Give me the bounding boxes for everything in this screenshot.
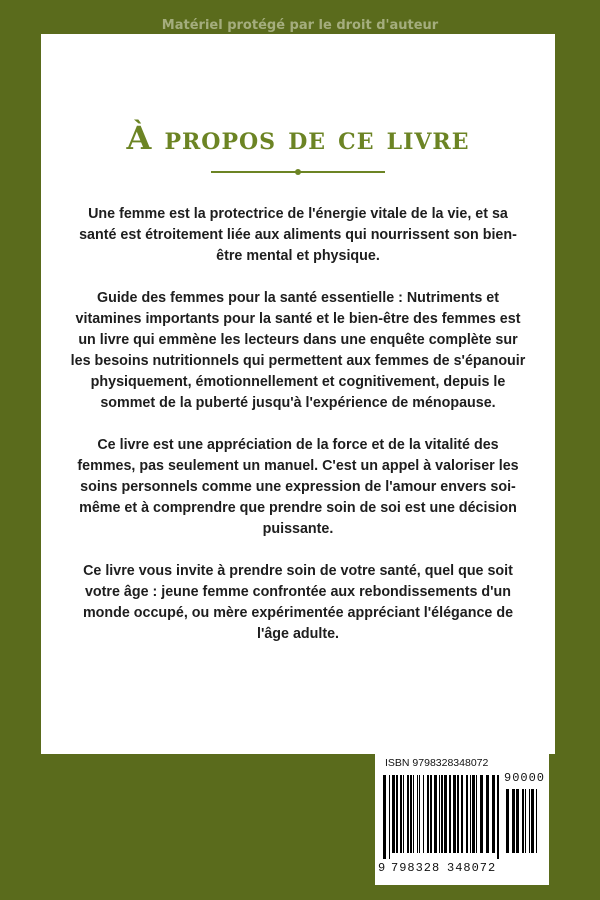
addon-barcode-bars [506,789,540,859]
description-body [69,204,527,666]
barcode-right-digits: 348072 [447,861,497,875]
page-title: À propos de ce livre [126,119,470,157]
barcode-first-digit: 9 [378,861,386,875]
isbn-label: ISBN 9798328348072 [385,757,489,769]
description-paragraph-2: Guide des femmes pour la santé essentielle : Nutriments et vitamines importants pour la santé et le bien-être des femmes est un livre qui emmène les lecteurs dans une enquête complète sur les besoins nutritionnels qui permettent aux femmes de s'épanouir physiquement, émotionnellement et cognitivement, depuis le sommet de la puberté jusqu'à l'expérience de ménopause. [70,290,526,411]
price-addon-digits: 90000 [504,771,546,785]
description-paragraph-4: Ce livre vous invite à prendre soin de votre santé, quel que soit votre âge : jeune femme confrontée aux rebondissements d'un monde occupé, ou mère expérimentée appréciant l'élégance de l'âge adulte. [82,563,514,642]
ean-barcode-bars [383,775,499,859]
description-paragraph-1: Une femme est la protectrice de l'énergie vitale de la vie, et sa santé est étroitement liée aux aliments qui nourrissent son bien-être mental et physique. [79,206,517,264]
barcode-left-digits: 798328 [391,861,441,875]
description-paragraph-3: Ce livre est une appréciation de la force et de la vitalité des femmes, pas seulement un manuel. C'est un appel à valoriser les soins personnels comme une expression de l'amour envers soi-même et à comprendre que prendre soin de soi est une décision puissante. [77,437,519,537]
title-ornament [211,166,385,178]
back-cover-text-panel [41,34,555,754]
isbn-barcode-box [375,753,549,885]
copyright-watermark-top: Matériel protégé par le droit d'auteur [161,18,439,33]
